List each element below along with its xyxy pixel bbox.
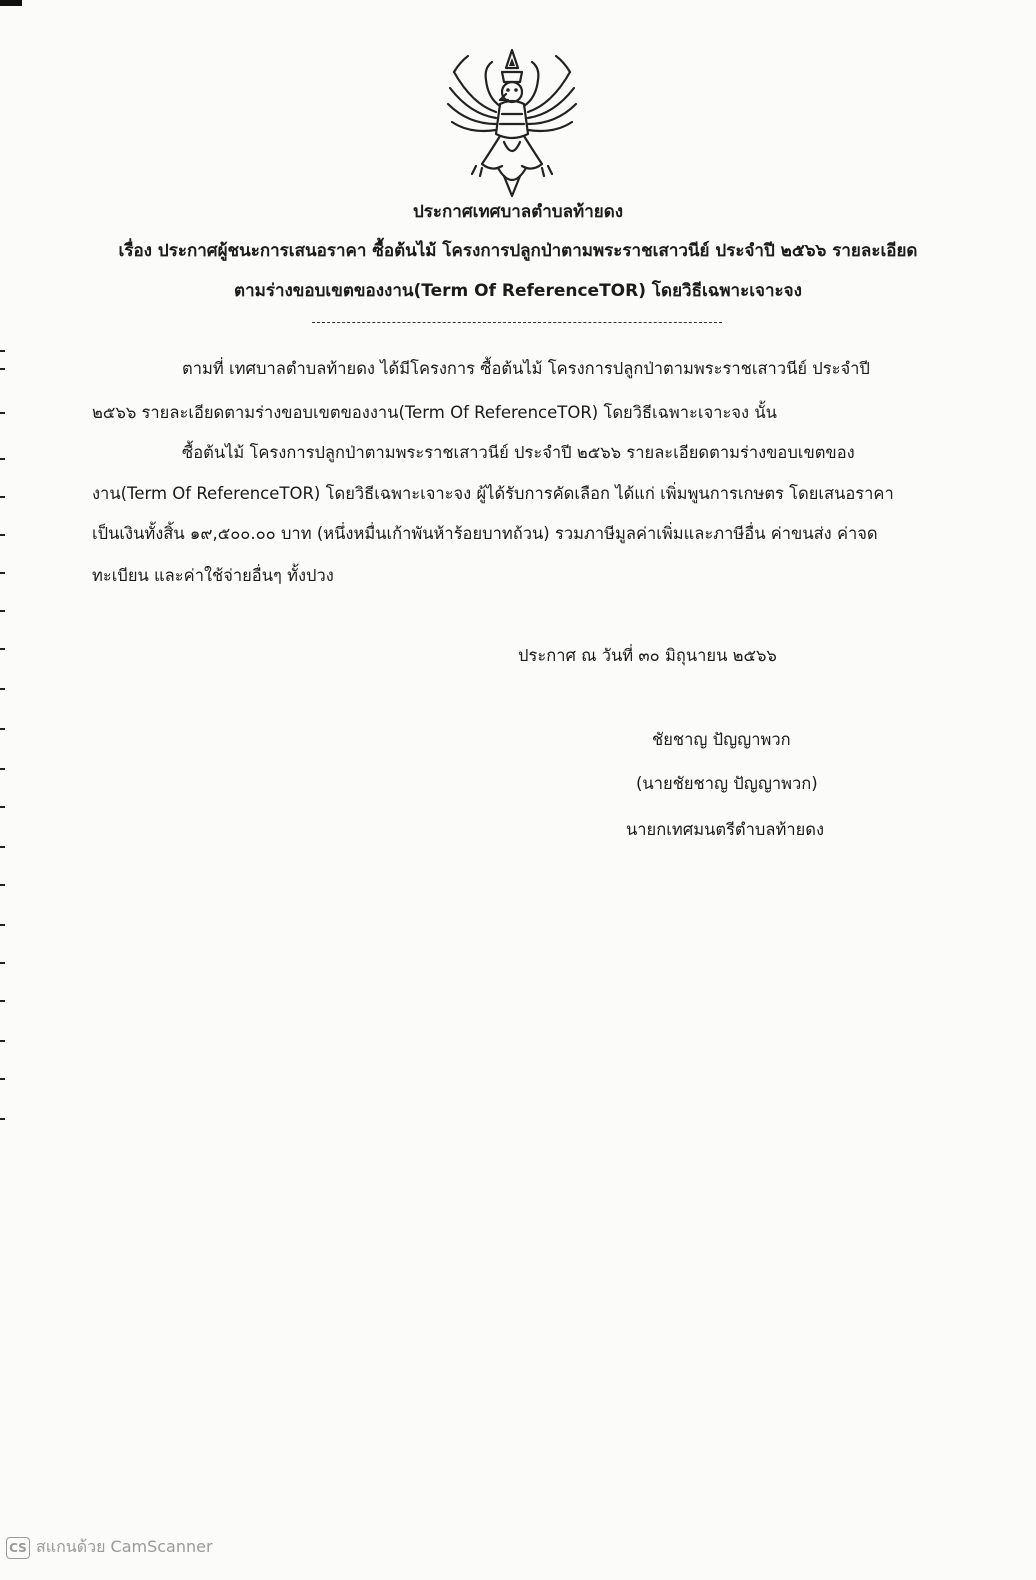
scan-edge-mark [0,0,22,6]
garuda-emblem-icon [442,42,582,202]
body-paragraph-1-line-2: ๒๕๖๖ รายละเอียดตามร่างขอบเขตของงาน(Term Of ReferenceTOR) โดยวิธีเฉพาะเจาะจง นั้น [92,403,777,422]
announcement-organization: ประกาศเทศบาลตำบลท้ายดง [412,202,624,222]
body-paragraph-2-line-3: เป็นเงินทั้งสิ้น ๑๙,๕๐๐.๐๐ บาท (หนึ่งหมื่นเก้าพันห้าร้อยบาทถ้วน) รวมภาษีมูลค่าเพิ่มและภาษีอื่น ค่าขนส่ง ค่าจด [92,524,878,543]
signatory-printed-name: (นายชัยชาญ ปัญญาพวก) [636,774,818,793]
signatory-position: นายกเทศมนตรีตำบลท้ายดง [626,820,825,839]
body-paragraph-2-line-4: ทะเบียน และค่าใช้จ่ายอื่นๆ ทั้งปวง [92,566,334,585]
signature-name: ชัยชาญ ปัญญาพวก [652,730,791,749]
announcement-subject-line-2: ตามร่างขอบเขตของงาน(Term Of ReferenceTOR) โดยวิธีเฉพาะเจาะจง [234,281,802,301]
body-paragraph-2-line-1: ซื้อต้นไม้ โครงการปลูกป่าตามพระราชเสาวนีย์ ประจำปี ๒๕๖๖ รายละเอียดตามร่างขอบเขตของ [182,443,855,462]
camscanner-text: สแกนด้วย CamScanner [36,1537,213,1556]
dashed-divider [312,322,722,323]
camscanner-watermark [6,1535,213,1560]
announcement-subject-line-1: เรื่อง ประกาศผู้ชนะการเสนอราคา ซื้อต้นไม้ โครงการปลูกป่าตามพระราชเสาวนีย์ ประจำปี ๒๕๖๖ รายละเอียด [118,241,918,261]
scan-edge-marks [0,340,6,1140]
body-paragraph-2-line-2: งาน(Term Of ReferenceTOR) โดยวิธีเฉพาะเจาะจง ผู้ได้รับการคัดเลือก ได้แก่ เพิ่มพูนการเกษตร โดยเสนอราคา [92,484,894,503]
announcement-date: ประกาศ ณ วันที่ ๓๐ มิถุนายน ๒๕๖๖ [518,646,777,665]
camscanner-logo-icon: CS [6,1537,30,1559]
body-paragraph-1-line-1: ตามที่ เทศบาลตำบลท้ายดง ได้มีโครงการ ซื้อต้นไม้ โครงการปลูกป่าตามพระราชเสาวนีย์ ประจำปี [182,359,870,378]
